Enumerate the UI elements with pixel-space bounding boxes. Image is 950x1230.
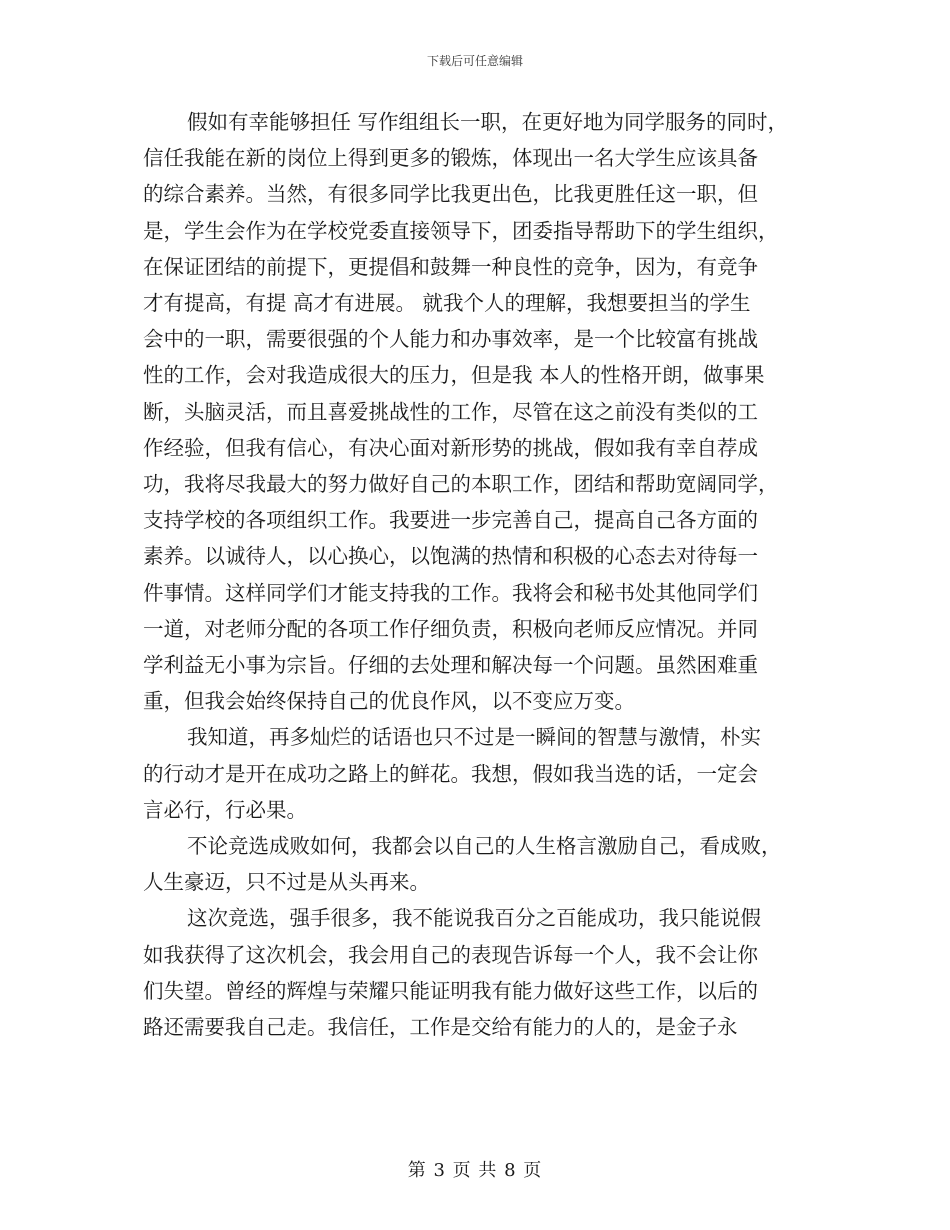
text-line: 路还需要我自己走。我信任，工作是交给有能力的人的，是金子永: [143, 1015, 738, 1040]
document-body: [0, 104, 950, 1045]
text-line: 素养。以诚待人，以心换心，以饱满的热情和积极的心态去对待每一: [143, 544, 758, 569]
text-line: 断，头脑灵活，而且喜爱挑战性的工作，尽管在这之前没有类似的工: [143, 399, 758, 424]
text-line: 在保证团结的前提下，更提倡和鼓舞一种良性的竞争，因为，有竞争: [143, 254, 758, 279]
page-header: 下载后可任意编辑: [426, 54, 523, 68]
text-line: 们失望。曾经的辉煌与荣耀只能证明我有能力做好这些工作，以后的: [143, 978, 758, 1003]
text-line: 不论竞选成败如何，我都会以自己的人生格言激励自己，看成败，: [187, 834, 782, 859]
text-line: 的行动才是开在成功之路上的鲜花。我想，假如我当选的话，一定会: [143, 761, 758, 786]
text-line: 学利益无小事为宗旨。仔细的去处理和解决每一个问题。虽然困难重: [143, 653, 758, 678]
text-line: 如我获得了这次机会，我会用自己的表现告诉每一个人，我不会让你: [143, 942, 758, 967]
text-line: 假如有幸能够担任 写作组组长一职，在更好地为同学服务的同时，: [187, 110, 789, 134]
paragraph-4: [0, 900, 950, 1045]
text-line: 件事情。这样同学们才能支持我的工作。我将会和秘书处其他同学们: [143, 580, 758, 605]
text-line: 信任我能在新的岗位上得到更多的锻炼，体现出一名大学生应该具备: [143, 146, 758, 171]
text-line: 功，我将尽我最大的努力做好自己的本职工作，团结和帮助宽阔同学，: [143, 472, 779, 497]
text-line: 支持学校的各项组织工作。我要进一步完善自己，提高自己各方面的: [143, 508, 758, 533]
text-line: 重，但我会始终保持自己的优良作风，以不变应万变。: [143, 689, 635, 714]
page-number: 第 3 页 共 8 页: [407, 1160, 543, 1181]
text-line: 才有提高，有提 高才有进展。 就我个人的理解，我想要担当的学生: [143, 291, 751, 316]
text-line: 性的工作，会对我造成很大的压力，但是我 本人的性格开朗，做事果: [143, 363, 765, 388]
text-line: 的综合素养。当然，有很多同学比我更出色，比我更胜任这一职，但: [143, 182, 758, 207]
text-line: 这次竞选，强手很多，我不能说我百分之百能成功，我只能说假: [187, 906, 761, 931]
paragraph-3: [0, 828, 950, 900]
text-line: 作经验，但我有信心，有决心面对新形势的挑战，假如我有幸自荐成: [143, 435, 758, 460]
text-line: 言必行，行必果。: [143, 797, 307, 822]
paragraph-2: [0, 719, 950, 828]
paragraph-1: [0, 104, 950, 719]
text-line: 会中的一职，需要很强的个人能力和办事效率，是一个比较富有挑战: [143, 327, 758, 352]
text-line: 人生豪迈，只不过是从头再来。: [143, 870, 430, 895]
text-line: 一道，对老师分配的各项工作仔细负责，积极向老师反应情况。并同: [143, 616, 758, 641]
text-line: 我知道，再多灿烂的话语也只不过是一瞬间的智慧与激情，朴实: [187, 725, 761, 750]
text-line: 是，学生会作为在学校党委直接领导下，团委指导帮助下的学生组织，: [143, 218, 779, 243]
